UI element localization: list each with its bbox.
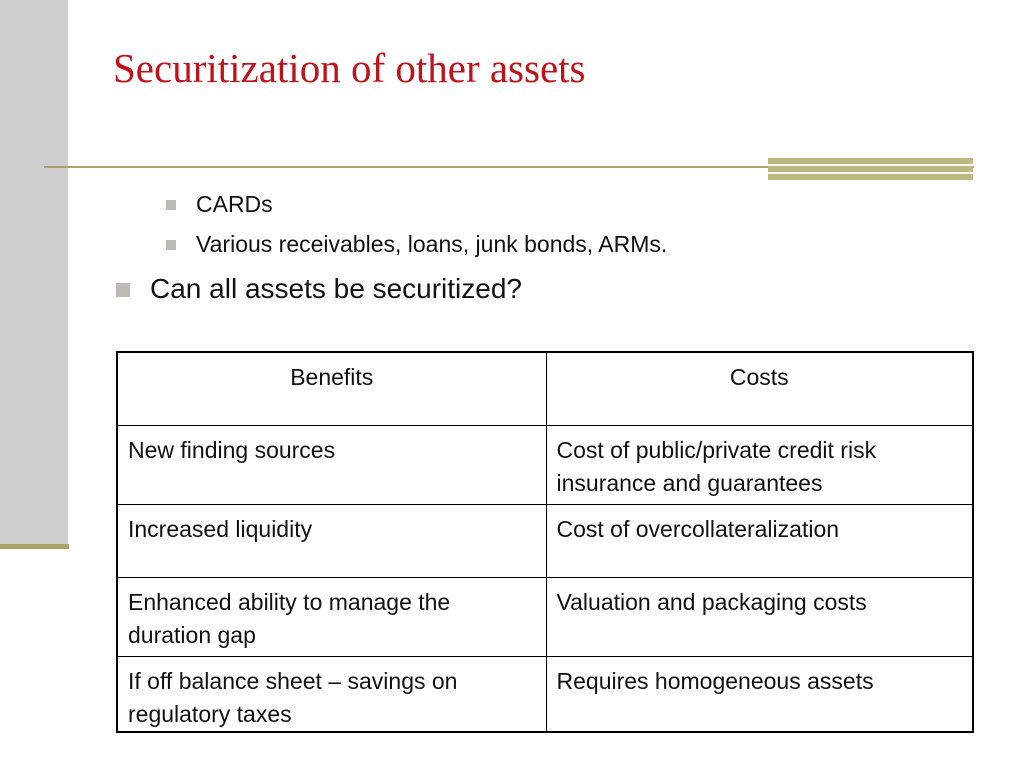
bullet-item-receivables <box>196 231 667 258</box>
cost-cell: Cost of public/private credit risk insurance and guarantees <box>546 425 972 504</box>
square-bullet-icon <box>166 240 176 250</box>
title-divider-accent <box>768 158 973 180</box>
left-band-underline <box>0 544 69 549</box>
bullet-text: Can all assets be securitized? <box>150 273 522 304</box>
table-row <box>118 656 972 731</box>
table-row <box>118 425 972 504</box>
benefit-cell: Increased liquidity <box>118 504 546 577</box>
cost-cell: Requires homogeneous assets <box>546 656 972 731</box>
benefit-cell: If off balance sheet – savings on regulatory taxes <box>118 656 546 731</box>
benefits-costs-table <box>116 351 974 733</box>
bullet-item-cards <box>196 191 273 218</box>
benefit-cell: Enhanced ability to manage the duration gap <box>118 577 546 656</box>
header-benefits: Benefits <box>118 353 546 425</box>
bullet-item-question <box>150 273 522 305</box>
square-bullet-icon <box>116 283 130 297</box>
slide-title: Securitization of other assets <box>113 45 586 91</box>
table <box>118 353 972 731</box>
header-costs: Costs <box>546 353 972 425</box>
cost-cell: Cost of overcollateralization <box>546 504 972 577</box>
table-header-row <box>118 353 972 425</box>
bullet-text: CARDs <box>196 191 273 217</box>
bullet-text: Various receivables, loans, junk bonds, ARMs. <box>196 231 668 257</box>
table-row <box>118 504 972 577</box>
table-row <box>118 577 972 656</box>
square-bullet-icon <box>166 200 176 210</box>
cost-cell: Valuation and packaging costs <box>546 577 972 656</box>
benefit-cell: New finding sources <box>118 425 546 504</box>
left-decorative-band <box>0 0 68 544</box>
